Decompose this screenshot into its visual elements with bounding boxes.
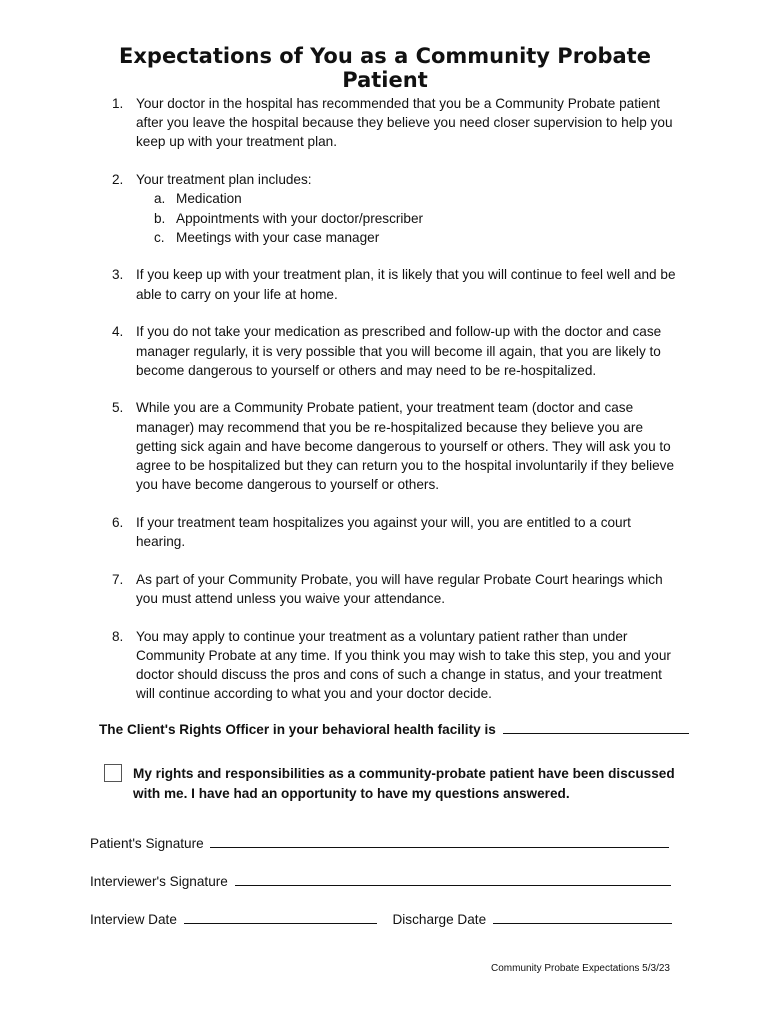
patient-signature-label: Patient's Signature (90, 836, 204, 851)
sub-item-letter: c. (154, 229, 165, 245)
interviewer-signature-row (90, 871, 671, 892)
interviewer-signature-label: Interviewer's Signature (90, 874, 228, 889)
list-item (0, 322, 681, 380)
sub-item-text: Appointments with your doctor/prescriber (176, 210, 424, 226)
item-number: 8. (112, 628, 124, 644)
acknowledgement-checkbox[interactable] (104, 764, 122, 782)
document-title: Expectations of You as a Community Probate Patient (119, 44, 651, 92)
item-text: If your treatment team hospitalizes you against your will, you are entitled to a court hearing. (136, 514, 631, 550)
list-item (0, 265, 681, 303)
list-item (0, 398, 681, 494)
expectations-list (0, 94, 681, 722)
list-item (0, 170, 681, 247)
item-number: 1. (112, 96, 124, 111)
sub-list-item (136, 189, 681, 208)
sub-item-text: Medication (176, 191, 242, 207)
discharge-date-field[interactable] (493, 909, 672, 924)
rights-officer-row (99, 719, 689, 740)
item-number: 6. (112, 514, 124, 530)
list-item (0, 570, 681, 608)
item-number: 3. (112, 267, 124, 283)
sub-item-text: Meetings with your case manager (176, 229, 380, 245)
item-number: 4. (112, 324, 124, 340)
item-text: As part of your Community Probate, you will have regular Probate Court hearings which you must attend unless you waive your attendance. (136, 571, 663, 607)
item-text: If you do not take your medication as prescribed and follow-up with the doctor and case manager regularly, it is very possible that you will become ill again, that you are likely to become dangerous to yourself or others and may need to be re-hospitalized. (136, 324, 662, 378)
item-text: You may apply to continue your treatment as a voluntary patient rather than under Community Probate at any time. If you think you may wish to take this step, you and your doctor should discuss the pros and cons of such a change in status, and your treatment will continue according to what you and your doctor decide. (136, 628, 671, 702)
item-text: While you are a Community Probate patient, your treatment team (doctor and case manager) may recommend that you be re-hospitalized because they believe you are getting sick again and have become dangerous to yourself or others. They will ask you to agree to be hospitalized but they can return you to the hospital involuntarily if they believe you have become dangerous to yourself or others. (136, 400, 675, 493)
sub-item-letter: b. (154, 210, 166, 226)
treatment-plan-sublist (136, 189, 681, 247)
sub-item-letter: a. (154, 191, 166, 207)
footer-text: Community Probate Expectations 5/3/23 (491, 963, 670, 974)
item-text: Your doctor in the hospital has recommended that you be a Community Probate patient after you leave the hospital because they believe you need closer supervision to help you keep up with your treatment plan. (136, 96, 673, 150)
sub-list-item (136, 209, 681, 228)
item-text: If you keep up with your treatment plan, it is likely that you will continue to feel well and be able to carry on your life at home. (136, 267, 676, 302)
list-item (0, 94, 681, 152)
interview-date-field[interactable] (184, 909, 377, 924)
discharge-date-label: Discharge Date (392, 912, 487, 927)
dates-row (90, 909, 672, 930)
list-item (0, 627, 681, 704)
item-text: Your treatment plan includes: (136, 172, 312, 188)
item-number: 2. (112, 172, 124, 188)
item-number: 7. (112, 571, 124, 587)
item-number: 5. (112, 400, 124, 416)
acknowledgement-text: My rights and responsibilities as a community-probate patient have been discussed with me. I have had an opportunity to have my questions answered. (133, 766, 675, 801)
sub-list-item (136, 228, 681, 247)
patient-signature-field[interactable] (210, 833, 669, 848)
list-item (0, 513, 681, 551)
rights-officer-field[interactable] (503, 719, 689, 734)
rights-officer-label: The Client's Rights Officer in your behavioral health facility is (99, 722, 496, 737)
interview-date-label: Interview Date (90, 912, 177, 927)
interviewer-signature-field[interactable] (235, 871, 671, 886)
patient-signature-row (90, 833, 669, 854)
